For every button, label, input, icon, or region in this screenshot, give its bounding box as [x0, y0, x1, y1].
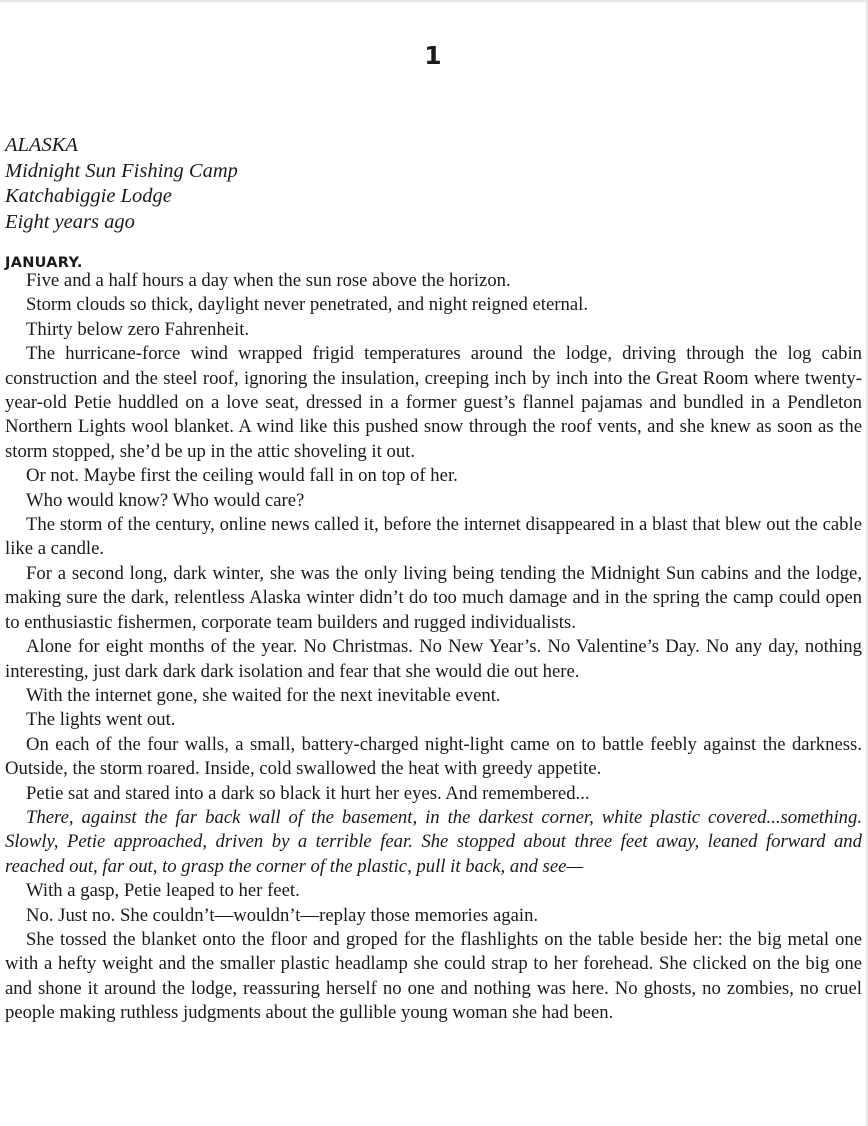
- paragraph: Who would know? Who would care?: [26, 489, 305, 511]
- paragraph: For a second long, dark winter, she was the only living being tending the Midnight Sun cabins and the lodge, making sure the dark, relentless Alaska winter didn’t do too much damage and in the spring the camp could open to enthusiastic fishermen, corporate team builders and rugged individualists.: [5, 562, 862, 633]
- paragraph: Thirty below zero Fahrenheit.: [26, 318, 250, 340]
- paragraph: Five and a half hours a day when the sun rose above the horizon.: [26, 270, 511, 291]
- paragraph: With the internet gone, she waited for the next inevitable event.: [26, 684, 501, 706]
- month-label: JANUARY.: [5, 255, 83, 271]
- paragraph: With a gasp, Petie leaped to her feet.: [26, 880, 300, 902]
- paragraph: The storm of the century, online news called it, before the internet disappeared in a blast that blew out the cable like a candle.: [5, 514, 862, 560]
- flashback-paragraph: There, against the far back wall of the basement, in the darkest corner, white plastic covered...something. Slowly, Petie approached, driven by a terrible fear. She stopped about three feet away, leaned forward and reached out, far out, to grasp the corner of the plastic, pull it back, and see—: [5, 806, 862, 877]
- heading-location: ALASKA: [5, 134, 78, 156]
- paragraph: Or not. Maybe first the ceiling would fall in on top of her.: [26, 465, 458, 487]
- chapter-heading: [5, 133, 238, 236]
- paragraph: Storm clouds so thick, daylight never penetrated, and night reigned eternal.: [26, 294, 589, 316]
- chapter-body: [5, 269, 862, 1026]
- paragraph: The hurricane-force wind wrapped frigid temperatures around the lodge, driving through the log cabin construction and the steel roof, ignoring the insulation, creeping inch by inch into the Great Room where twenty-year-old Petie huddled on a love seat, dressed in a former guest’s flannel pajamas and bundled in a Pendleton Northern Lights wool blanket. A wind like this pushed snow through the roof vents, and she knew as soon as the storm stopped, she’d be up in the attic shoveling it out.: [5, 343, 862, 462]
- heading-lodge: Katchabiggie Lodge: [5, 185, 172, 208]
- heading-camp: Midnight Sun Fishing Camp: [5, 159, 238, 182]
- paragraph: No. Just no. She couldn’t—wouldn’t—replay those memories again.: [26, 904, 539, 926]
- heading-time: Eight years ago: [5, 211, 135, 234]
- paragraph: The lights went out.: [26, 709, 176, 731]
- chapter-number: 1: [424, 41, 442, 70]
- paragraph: Alone for eight months of the year. No Christmas. No New Year’s. No Valentine’s Day. No any day, nothing interesting, just dark dark dark isolation and fear that she would die out here.: [5, 636, 862, 682]
- paragraph: On each of the four walls, a small, battery-charged night-light came on to battle feebly against the darkness. Outside, the storm roared. Inside, cold swallowed the heat with greedy appetite.: [5, 733, 862, 780]
- paragraph: She tossed the blanket onto the floor and groped for the flashlights on the table beside her: the big metal one with a hefty weight and the smaller plastic headlamp she could strap to her forehead. She clicked on the big one and shone it around the lodge, reassuring herself no one and nothing was here. No ghosts, no zombies, no cruel people making ruthless judgments about the gullible young woman she had been.: [5, 928, 862, 1024]
- paragraph: Petie sat and stared into a dark so black it hurt her eyes. And remembered...: [26, 782, 590, 804]
